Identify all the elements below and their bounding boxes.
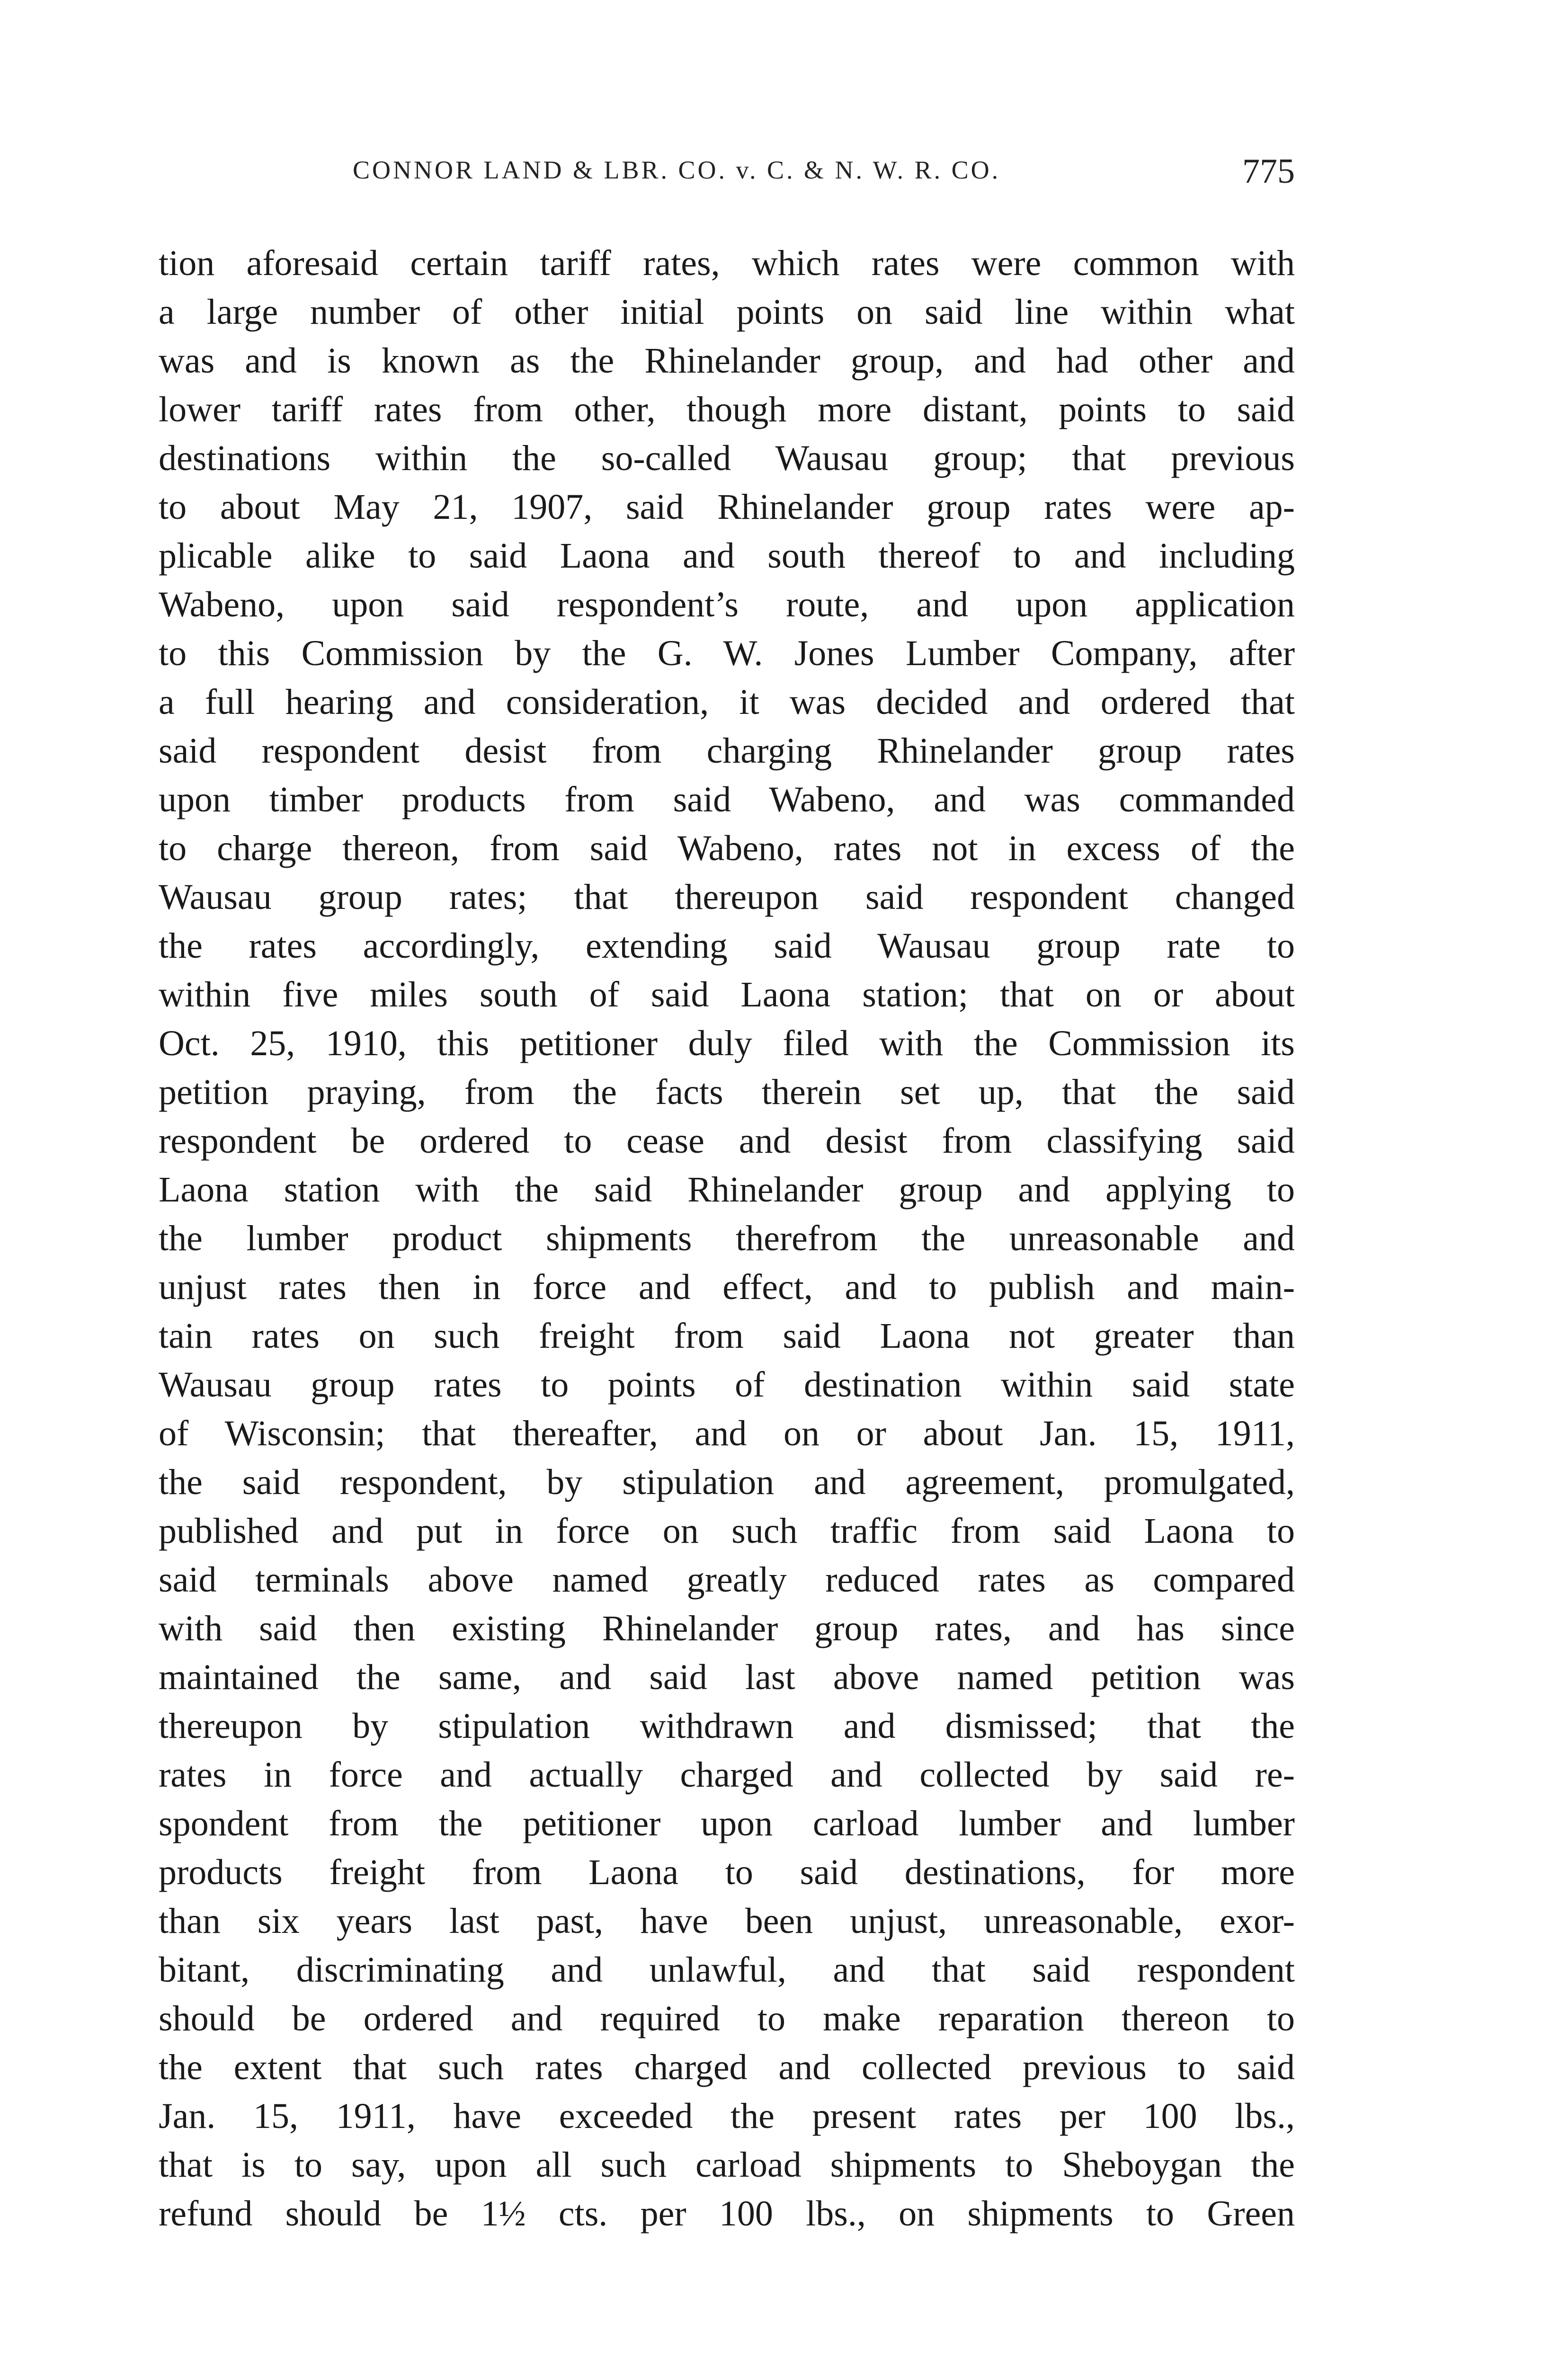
text-line: the said respondent, by stipulation and agreement, promulgated, xyxy=(159,1462,1295,1502)
text-line: Jan. 15, 1911, have exceeded the present rates per 100 lbs., xyxy=(159,2096,1295,2136)
text-line: that is to say, upon all such carload shipments to Sheboygan the xyxy=(159,2145,1295,2185)
text-line: the lumber product shipments therefrom the unreasonable and xyxy=(159,1219,1295,1258)
text-line: a full hearing and consideration, it was decided and ordered that xyxy=(159,682,1295,722)
text-line: was and is known as the Rhinelander group, and had other and xyxy=(159,341,1295,381)
text-line: thereupon by stipulation withdrawn and dismissed; that the xyxy=(159,1706,1295,1746)
page-header xyxy=(159,151,1295,194)
text-line: to this Commission by the G. W. Jones Lumber Company, after xyxy=(159,633,1295,673)
text-line: spondent from the petitioner upon carload lumber and lumber xyxy=(159,1804,1295,1843)
text-line: unjust rates then in force and effect, and to publish and main- xyxy=(159,1267,1295,1307)
text-line: within five miles south of said Laona station; that on or about xyxy=(159,975,1295,1014)
text-line: bitant, discriminating and unlawful, and that said respondent xyxy=(159,1950,1295,1990)
text-line: with said then existing Rhinelander group rates, and has since xyxy=(159,1609,1295,1648)
text-line: should be ordered and required to make reparation thereon to xyxy=(159,1999,1295,2038)
text-line: said terminals above named greatly reduced rates as compared xyxy=(159,1560,1295,1600)
text-line: to charge thereon, from said Wabeno, rates not in excess of the xyxy=(159,828,1295,868)
text-line: the extent that such rates charged and collected previous to said xyxy=(159,2047,1295,2087)
text-line: Wausau group rates; that thereupon said respondent changed xyxy=(159,877,1295,917)
text-line: a large number of other initial points on said line within what xyxy=(159,292,1295,332)
text-line: products freight from Laona to said destinations, for more xyxy=(159,1852,1295,1892)
text-line: Wausau group rates to points of destination within said state xyxy=(159,1365,1295,1405)
text-line: petition praying, from the facts therein set up, that the said xyxy=(159,1072,1295,1112)
body-text xyxy=(159,239,1295,2238)
text-line: of Wisconsin; that thereafter, and on or about Jan. 15, 1911, xyxy=(159,1414,1295,1453)
text-line: tion aforesaid certain tariff rates, which rates were common with xyxy=(159,243,1295,283)
text-line: than six years last past, have been unjust, unreasonable, exor- xyxy=(159,1901,1295,1941)
text-line: said respondent desist from charging Rhinelander group rates xyxy=(159,731,1295,771)
running-title: CONNOR LAND & LBR. CO. v. C. & N. W. R. CO. xyxy=(353,156,1001,184)
text-line: destinations within the so-called Wausau group; that previous xyxy=(159,438,1295,478)
text-line: lower tariff rates from other, though more distant, points to said xyxy=(159,390,1295,429)
text-line: to about May 21, 1907, said Rhinelander group rates were ap- xyxy=(159,487,1295,527)
text-line: published and put in force on such traffic from said Laona to xyxy=(159,1511,1295,1551)
page-number: 775 xyxy=(1242,152,1295,191)
text-line: the rates accordingly, extending said Wausau group rate to xyxy=(159,926,1295,966)
text-line: tain rates on such freight from said Laona not greater than xyxy=(159,1316,1295,1356)
text-line: maintained the same, and said last above named petition was xyxy=(159,1657,1295,1697)
text-line: upon timber products from said Wabeno, and was commanded xyxy=(159,780,1295,819)
text-line: Wabeno, upon said respondent’s route, and upon application xyxy=(159,585,1295,624)
text-line: respondent be ordered to cease and desist from classifying said xyxy=(159,1121,1295,1161)
text-line: plicable alike to said Laona and south thereof to and including xyxy=(159,536,1295,576)
text-line: refund should be 1½ cts. per 100 lbs., on shipments to Green xyxy=(159,2194,1295,2234)
text-line: Oct. 25, 1910, this petitioner duly filed with the Commission its xyxy=(159,1023,1295,1063)
text-line: Laona station with the said Rhinelander group and applying to xyxy=(159,1170,1295,1210)
text-line: rates in force and actually charged and collected by said re- xyxy=(159,1755,1295,1795)
